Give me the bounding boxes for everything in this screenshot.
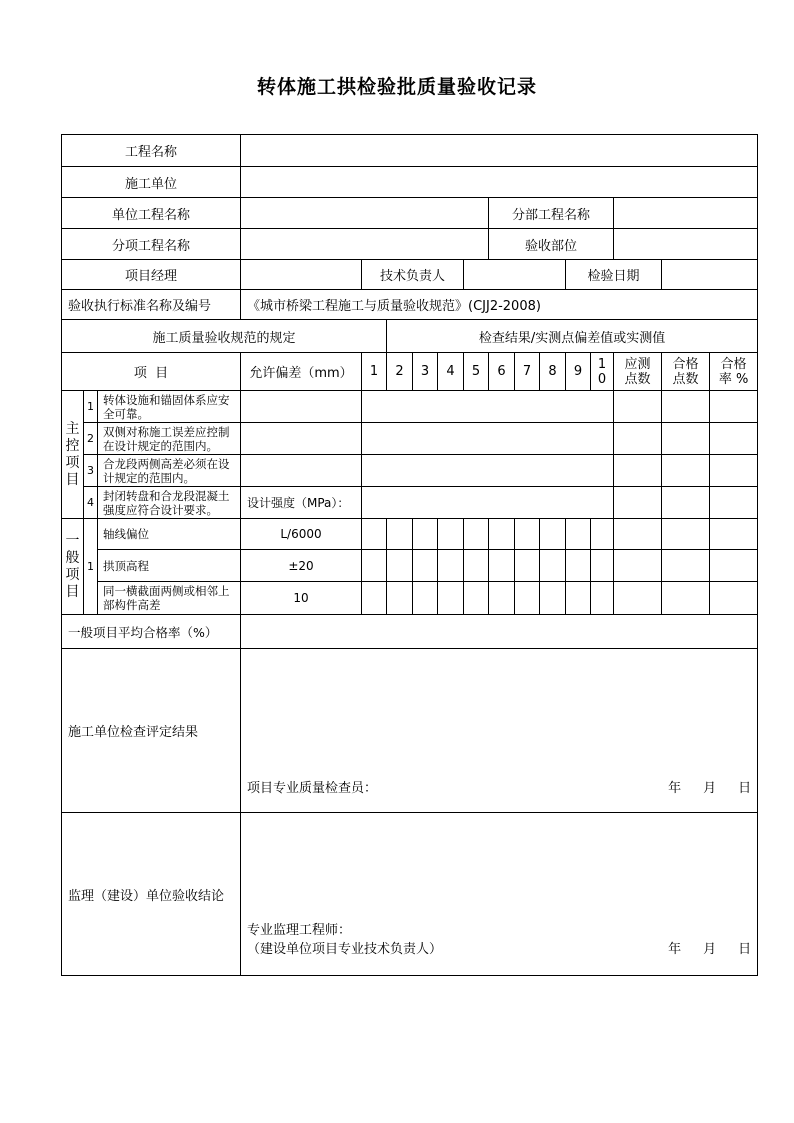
general-item-3-tolerance: 10 (241, 582, 362, 615)
general-group-label: 一 般 项 目 (62, 519, 84, 615)
general-item-2-p9[interactable] (566, 550, 591, 582)
general-item-3-p3[interactable] (413, 582, 438, 615)
date-month: 月 (703, 942, 717, 957)
main-item-2-results[interactable] (362, 423, 614, 455)
general-item-2-p2[interactable] (387, 550, 413, 582)
main-item-2-qualified[interactable] (662, 423, 710, 455)
item-header: 项 目 (62, 353, 241, 391)
construction-result-date (646, 777, 751, 796)
main-item-3-results[interactable] (362, 455, 614, 487)
acceptance-record-table (61, 134, 758, 976)
main-item-1-text: 转体设施和锚固体系应安全可靠。 (98, 391, 241, 423)
general-item-2-p4[interactable] (438, 550, 464, 582)
general-item-3-p8[interactable] (540, 582, 566, 615)
tech-leader-field[interactable] (464, 260, 566, 290)
tolerance-header: 允许偏差（mm） (241, 353, 362, 391)
general-item-1-p9[interactable] (566, 519, 591, 550)
main-item-2-tolerance[interactable] (241, 423, 362, 455)
general-item-1-p8[interactable] (540, 519, 566, 550)
date-day: 日 (738, 781, 752, 796)
project-manager-label: 项目经理 (62, 260, 241, 290)
general-item-2-p8[interactable] (540, 550, 566, 582)
main-item-1-results[interactable] (362, 391, 614, 423)
general-item-1-qualified[interactable] (662, 519, 710, 550)
general-item-1-p3[interactable] (413, 519, 438, 550)
general-item-3-p5[interactable] (464, 582, 489, 615)
date-day: 日 (738, 942, 752, 957)
main-item-4-results[interactable] (362, 487, 614, 519)
main-item-3-should[interactable] (614, 455, 662, 487)
inspection-date-field[interactable] (662, 260, 758, 290)
project-name-label: 工程名称 (62, 135, 241, 167)
date-year: 年 (668, 781, 682, 796)
supervising-engineer-label: 专业监理工程师： (247, 923, 352, 938)
main-item-3-no: 3 (84, 455, 98, 487)
main-item-4-should[interactable] (614, 487, 662, 519)
main-item-1-rate[interactable] (710, 391, 758, 423)
general-item-1-p2[interactable] (387, 519, 413, 550)
project-manager-field[interactable] (241, 260, 362, 290)
main-item-3-tolerance[interactable] (241, 455, 362, 487)
general-item-3-rate[interactable] (710, 582, 758, 615)
main-control-group-label: 主 控 项 目 (62, 391, 84, 519)
standard-value: 《城市桥梁工程施工与质量验收规范》(CJJ2-2008) (241, 290, 758, 320)
main-item-4-text: 封闭转盘和合龙段混凝土强度应符合设计要求。 (98, 487, 241, 519)
point-7-header: 7 (515, 353, 540, 391)
general-item-3-p6[interactable] (489, 582, 515, 615)
general-item-3-p4[interactable] (438, 582, 464, 615)
standard-label: 验收执行标准名称及编号 (62, 290, 241, 320)
results-header: 检查结果/实测点偏差值或实测值 (387, 320, 758, 353)
avg-pass-rate-label: 一般项目平均合格率（%） (62, 615, 241, 649)
construction-result-label: 施工单位检查评定结果 (62, 649, 241, 813)
main-item-1-should[interactable] (614, 391, 662, 423)
general-item-3-should[interactable] (614, 582, 662, 615)
general-item-3-qualified[interactable] (662, 582, 710, 615)
general-item-3-p10[interactable] (591, 582, 614, 615)
general-item-2-p6[interactable] (489, 550, 515, 582)
general-item-3-p2[interactable] (387, 582, 413, 615)
point-5-header: 5 (464, 353, 489, 391)
item-project-field[interactable] (241, 229, 489, 260)
general-item-2-text: 拱顶高程 (98, 550, 241, 582)
construction-result-field[interactable] (241, 649, 758, 813)
general-item-1-tolerance: L/6000 (241, 519, 362, 550)
general-item-1-p7[interactable] (515, 519, 540, 550)
general-item-1-text: 轴线偏位 (98, 519, 241, 550)
spec-header: 施工质量验收规范的规定 (62, 320, 387, 353)
general-item-1-should[interactable] (614, 519, 662, 550)
general-item-2-p7[interactable] (515, 550, 540, 582)
inspector-label: 项目专业质量检查员： (247, 781, 378, 796)
general-item-2-tolerance: ±20 (241, 550, 362, 582)
general-item-2-p3[interactable] (413, 550, 438, 582)
main-item-2-no: 2 (84, 423, 98, 455)
main-item-2-rate[interactable] (710, 423, 758, 455)
general-item-2-qualified[interactable] (662, 550, 710, 582)
general-item-1-p6[interactable] (489, 519, 515, 550)
general-item-2-rate[interactable] (710, 550, 758, 582)
unit-project-field[interactable] (241, 198, 489, 229)
supervision-date (646, 938, 751, 957)
point-1-header: 1 (362, 353, 387, 391)
point-4-header: 4 (438, 353, 464, 391)
should-points-header: 应测点数 (614, 353, 662, 391)
point-9-header: 9 (566, 353, 591, 391)
acceptance-part-field[interactable] (614, 229, 758, 260)
general-item-1-p4[interactable] (438, 519, 464, 550)
general-item-2-p5[interactable] (464, 550, 489, 582)
general-item-3-text: 同一横截面两侧或相邻上部构件高差 (98, 582, 241, 615)
general-item-2-should[interactable] (614, 550, 662, 582)
main-item-2-should[interactable] (614, 423, 662, 455)
main-item-1-qualified[interactable] (662, 391, 710, 423)
point-10-header: 1 0 (591, 353, 614, 391)
supervising-engineer-note: （建设单位项目专业技术负责人） (247, 942, 443, 957)
project-name-field[interactable] (241, 135, 758, 167)
date-month: 月 (703, 781, 717, 796)
item-project-label: 分项工程名称 (62, 229, 241, 260)
supervision-label: 监理（建设）单位验收结论 (62, 813, 241, 976)
main-item-3-rate[interactable] (710, 455, 758, 487)
sub-project-label: 分部工程名称 (489, 198, 614, 229)
general-item-3-p1[interactable] (362, 582, 387, 615)
general-item-3-p9[interactable] (566, 582, 591, 615)
main-item-4-no: 4 (84, 487, 98, 519)
main-item-4-qualified[interactable] (662, 487, 710, 519)
main-item-2-text: 双侧对称施工误差应控制在设计规定的范围内。 (98, 423, 241, 455)
inspection-date-label: 检验日期 (566, 260, 662, 290)
construction-unit-field[interactable] (241, 167, 758, 198)
general-item-2-p1[interactable] (362, 550, 387, 582)
point-2-header: 2 (387, 353, 413, 391)
main-item-1-no: 1 (84, 391, 98, 423)
point-8-header: 8 (540, 353, 566, 391)
construction-unit-label: 施工单位 (62, 167, 241, 198)
point-3-header: 3 (413, 353, 438, 391)
form-title: 转体施工拱检验批质量验收记录 (256, 76, 537, 98)
acceptance-part-label: 验收部位 (489, 229, 614, 260)
unit-project-label: 单位工程名称 (62, 198, 241, 229)
date-year: 年 (668, 942, 682, 957)
main-item-3-qualified[interactable] (662, 455, 710, 487)
sub-project-field[interactable] (614, 198, 758, 229)
supervision-field[interactable] (241, 813, 758, 976)
general-item-1-p5[interactable] (464, 519, 489, 550)
avg-pass-rate-field[interactable] (241, 615, 758, 649)
main-item-3-text: 合龙段两侧高差必须在设计规定的范围内。 (98, 455, 241, 487)
main-item-4-tolerance: 设计强度（MPa）： (241, 487, 362, 519)
point-6-header: 6 (489, 353, 515, 391)
general-item-no: 1 (84, 519, 98, 615)
pass-rate-header: 合格率 % (710, 353, 758, 391)
main-item-1-tolerance[interactable] (241, 391, 362, 423)
tech-leader-label: 技术负责人 (362, 260, 464, 290)
general-item-1-p10[interactable] (591, 519, 614, 550)
main-item-4-rate[interactable] (710, 487, 758, 519)
general-item-2-p10[interactable] (591, 550, 614, 582)
general-item-3-p7[interactable] (515, 582, 540, 615)
general-item-1-p1[interactable] (362, 519, 387, 550)
qualified-points-header: 合格点数 (662, 353, 710, 391)
general-item-1-rate[interactable] (710, 519, 758, 550)
